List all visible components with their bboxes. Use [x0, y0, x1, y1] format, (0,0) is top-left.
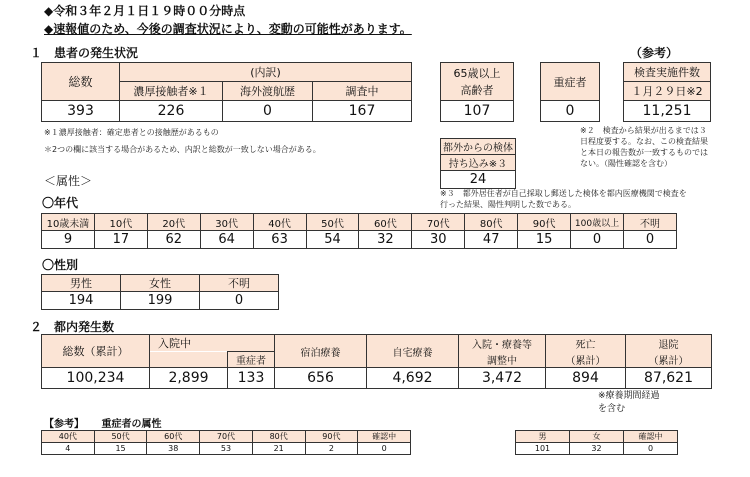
tokyo-table [41, 334, 712, 389]
severe-age-value: 4 [42, 443, 95, 455]
age-label: 不明 [623, 214, 676, 231]
sex-label-male: 男性 [42, 275, 121, 292]
age-value: 30 [412, 231, 465, 249]
sex-value-unknown: 0 [200, 292, 279, 310]
age-label: 40代 [253, 214, 306, 231]
severe-sex-value-female: 32 [570, 443, 624, 455]
total-label: 総数 [42, 63, 120, 101]
hotel-label: 宿泊療養 [275, 335, 367, 368]
deaths-label-line2: （累計） [546, 352, 626, 368]
overseas-value: 0 [223, 101, 313, 122]
tests-date: １月２９日※2 [624, 82, 711, 101]
sex-table [41, 274, 279, 310]
hospitalized-spacer [150, 352, 228, 368]
close-contact-label: 濃厚接触者※１ [120, 82, 223, 101]
severe-age-label: 50代 [94, 431, 147, 443]
hospitalized-value: 2,899 [150, 368, 228, 389]
age-value: 63 [253, 231, 306, 249]
home-value: 4,692 [367, 368, 459, 389]
header-line-2: ◆速報値のため、今後の調査状況により、変動の可能性があります。 [44, 22, 412, 36]
outside-value: 24 [441, 171, 516, 189]
age-value: 64 [200, 231, 253, 249]
discharged-label-line2: （累計） [626, 352, 712, 368]
severe-sex-label-male: 男 [516, 431, 570, 443]
tests-note-line3: と本日の報告数が一致するものでは [580, 148, 708, 157]
severe-age-value: 38 [147, 443, 200, 455]
reference-title [44, 415, 161, 430]
investigating-label: 調査中 [313, 82, 412, 101]
sex-label-female: 女性 [121, 275, 200, 292]
age-value: 0 [623, 231, 676, 249]
age-label: 10歳未満 [42, 214, 95, 231]
patient-table [41, 62, 412, 122]
age-label: 90代 [518, 214, 571, 231]
outside-note-line2: 行った結果、陽性判明した数である。 [440, 200, 576, 209]
severe-age-value: 53 [200, 443, 253, 455]
sex-value-male: 194 [42, 292, 121, 310]
note-close-contact: ※１濃厚接触者：確定患者との接触歴があるもの [44, 128, 219, 137]
severe-sex-value-male: 101 [516, 443, 570, 455]
discharged-note-line2: を含む [598, 404, 626, 414]
severe-age-label: 90代 [305, 431, 358, 443]
cumulative-label: 総数（累計） [42, 335, 150, 368]
severe-age-table [41, 430, 411, 455]
discharged-note [598, 390, 660, 416]
overseas-label: 海外渡航歴 [223, 82, 313, 101]
discharged-value: 87,621 [626, 368, 712, 389]
age-value: 9 [42, 231, 95, 249]
age-label: 10代 [94, 214, 147, 231]
section2-title: ２ 都内発生数 [30, 320, 115, 334]
age-label: 30代 [200, 214, 253, 231]
section1-title: １ 患者の発生状況 [30, 46, 139, 60]
severe-age-value: 15 [94, 443, 147, 455]
age-label: 20代 [147, 214, 200, 231]
tests-note [580, 125, 730, 169]
home-label: 自宅療養 [367, 335, 459, 368]
elderly-label-line2: 高齢者 [460, 83, 494, 97]
reference-tag: 【参考】 [44, 419, 84, 430]
outside-label-line1: 都外からの検体 [441, 139, 516, 155]
severe-sex-label-female: 女 [570, 431, 624, 443]
breakdown-label: (内訳) [120, 63, 412, 82]
elderly-label [441, 63, 514, 101]
tests-value: 11,251 [624, 101, 711, 122]
severe-sex-table [515, 430, 678, 455]
outside-note-line1: ※３ 都外居住者が自己採取し郵送した検体を都内医療機関で検査を [440, 189, 687, 198]
age-value: 0 [571, 231, 624, 249]
hosp-severe-value: 133 [228, 368, 275, 389]
age-value: 62 [147, 231, 200, 249]
age-value: 47 [465, 231, 518, 249]
outside-note [440, 188, 687, 210]
age-label: 80代 [465, 214, 518, 231]
age-label: 70代 [412, 214, 465, 231]
age-value: 15 [518, 231, 571, 249]
sex-title: 〇性別 [42, 258, 79, 272]
note-mismatch: ＊2つの欄に該当する場合があるため、内訳と総数が一致しない場合がある。 [44, 145, 321, 154]
tests-note-line4: ない。（陽性確認を含む） [580, 159, 672, 168]
cumulative-value: 100,234 [42, 368, 150, 389]
hotel-value: 656 [275, 368, 367, 389]
adjusting-label-line1: 入院・療養等 [459, 335, 546, 352]
discharged-label-line1: 退院 [626, 335, 712, 352]
severe-age-value: 0 [358, 443, 411, 455]
elderly-table [440, 62, 514, 122]
severe-age-label: 60代 [147, 431, 200, 443]
age-table [41, 213, 677, 249]
adjusting-value: 3,472 [459, 368, 546, 389]
deaths-label-line1: 死亡 [546, 335, 626, 352]
severe-age-label: 70代 [200, 431, 253, 443]
tests-label: 検査実施件数 [624, 63, 711, 82]
age-label: 100歳以上 [571, 214, 624, 231]
severe-age-label: 40代 [42, 431, 95, 443]
total-value: 393 [42, 101, 120, 122]
severe-label: 重症者 [541, 63, 600, 101]
hospitalized-label: 入院中 [150, 335, 275, 352]
outside-table [440, 138, 516, 189]
severe-age-label: 確認中 [358, 431, 411, 443]
tests-note-line1: ※２ 検査から結果が出るまでは３ [580, 126, 707, 135]
close-contact-value: 226 [120, 101, 223, 122]
sex-value-female: 199 [121, 292, 200, 310]
severe-table [540, 62, 600, 122]
age-label: 60代 [359, 214, 412, 231]
sex-label-unknown: 不明 [200, 275, 279, 292]
tests-note-line2: 日程度要する。なお、この検査結果 [580, 137, 708, 146]
severe-age-value: 21 [252, 443, 305, 455]
age-value: 32 [359, 231, 412, 249]
outside-label-line2: 持ち込み※３ [441, 155, 516, 171]
discharged-note-line1: ※療養期間経過 [598, 391, 660, 401]
severe-sex-value-unknown: 0 [624, 443, 678, 455]
investigating-value: 167 [313, 101, 412, 122]
adjusting-label-line2: 調整中 [459, 352, 546, 368]
severe-age-value: 2 [305, 443, 358, 455]
elderly-label-line1: 65歳以上 [453, 66, 501, 80]
severe-value: 0 [541, 101, 600, 122]
header-line-1: ◆令和３年２月１日１９時００分時点 [44, 4, 246, 18]
age-value: 54 [306, 231, 359, 249]
attributes-title: ＜属性＞ [44, 174, 93, 188]
reference-label: （参考） [630, 46, 679, 60]
tests-table [623, 62, 711, 122]
severe-age-label: 80代 [252, 431, 305, 443]
age-label: 50代 [306, 214, 359, 231]
elderly-value: 107 [441, 101, 514, 122]
deaths-value: 894 [546, 368, 626, 389]
reference-heading: 重症者の属性 [101, 419, 162, 430]
severe-sex-label-unknown: 確認中 [624, 431, 678, 443]
age-value: 17 [94, 231, 147, 249]
hosp-severe-label: 重症者 [228, 352, 275, 368]
age-title: 〇年代 [42, 196, 79, 210]
